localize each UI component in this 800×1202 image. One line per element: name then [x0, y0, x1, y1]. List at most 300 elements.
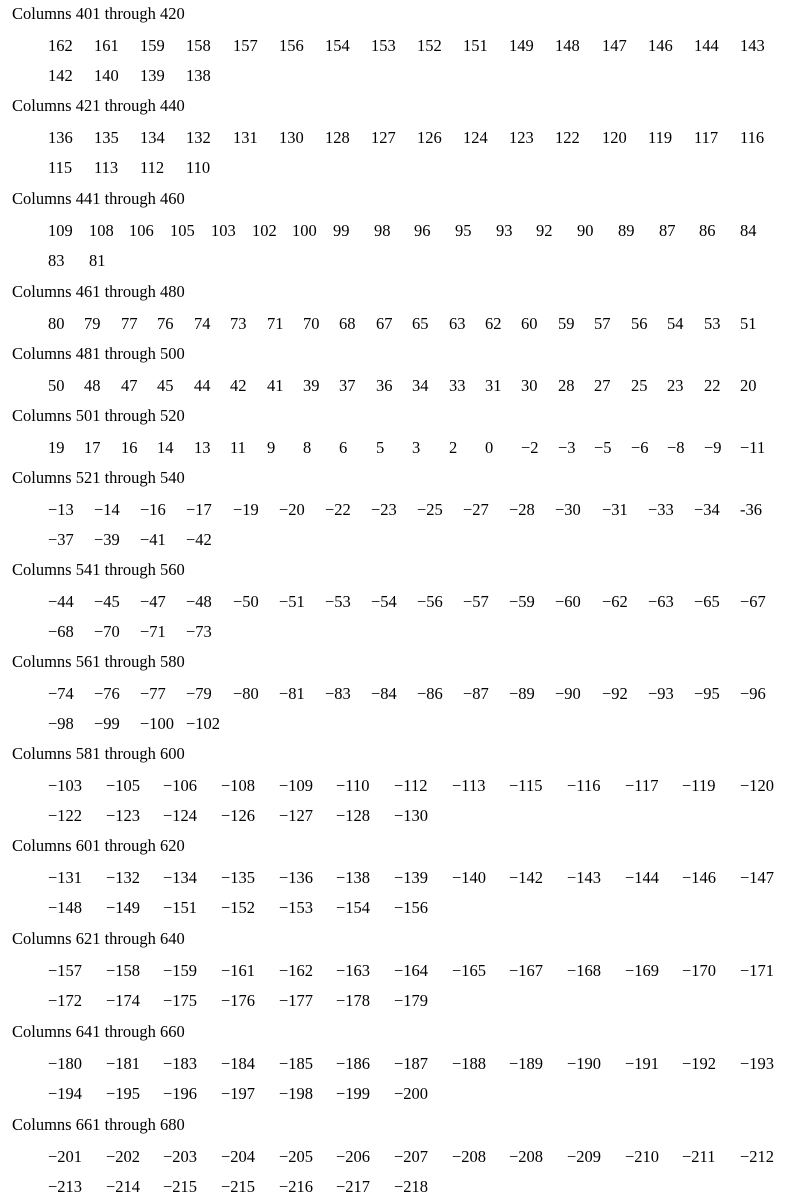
matrix-value: −143 — [567, 868, 602, 887]
matrix-value: −84 — [371, 684, 397, 703]
matrix-value: 16 — [121, 438, 138, 457]
matrix-value: 122 — [555, 128, 580, 147]
values-row — [48, 130, 780, 150]
matrix-value: −135 — [221, 868, 256, 887]
values-row — [48, 1056, 780, 1076]
matrix-value: −126 — [221, 806, 256, 825]
matrix-value: −142 — [509, 868, 544, 887]
matrix-value: −83 — [325, 684, 351, 703]
matrix-value: 79 — [84, 314, 101, 333]
matrix-value: 6 — [339, 438, 348, 457]
matrix-value: −177 — [279, 991, 314, 1010]
matrix-value: −17 — [186, 500, 212, 519]
matrix-value: 144 — [694, 36, 719, 55]
matrix-value: 96 — [414, 221, 431, 240]
matrix-value: −110 — [336, 776, 370, 795]
matrix-value: 34 — [412, 376, 429, 395]
matrix-value: −6 — [631, 438, 649, 457]
matrix-value: −196 — [163, 1084, 198, 1103]
values-row — [48, 1086, 780, 1106]
matrix-value: −136 — [279, 868, 314, 887]
matrix-value: 148 — [555, 36, 580, 55]
matrix-value: 95 — [455, 221, 472, 240]
matrix-value: −179 — [394, 991, 429, 1010]
matrix-value: −100 — [140, 714, 175, 733]
matrix-value: 117 — [694, 128, 719, 147]
matrix-value: −93 — [648, 684, 674, 703]
columns-heading: Columns 581 through 600 — [12, 744, 185, 763]
matrix-value: 131 — [233, 128, 258, 147]
matrix-value: −68 — [48, 622, 74, 641]
matrix-value: 74 — [194, 314, 211, 333]
matrix-value: 162 — [48, 36, 73, 55]
matrix-value: 108 — [89, 221, 114, 240]
matrix-value: 31 — [485, 376, 502, 395]
matrix-value: −79 — [186, 684, 212, 703]
matrix-value: −112 — [394, 776, 428, 795]
columns-heading: Columns 421 through 440 — [12, 96, 185, 115]
columns-heading: Columns 661 through 680 — [12, 1115, 185, 1134]
matrix-value: −183 — [163, 1054, 198, 1073]
matrix-value: 8 — [303, 438, 312, 457]
matrix-value: −208 — [509, 1147, 544, 1166]
matrix-value: 143 — [740, 36, 765, 55]
matrix-value: −33 — [648, 500, 674, 519]
matrix-value: −115 — [509, 776, 543, 795]
matrix-value: −192 — [682, 1054, 717, 1073]
matrix-value: 63 — [449, 314, 466, 333]
matrix-value: −132 — [106, 868, 141, 887]
matrix-value: 89 — [618, 221, 635, 240]
matrix-value: 44 — [194, 376, 211, 395]
matrix-value: −189 — [509, 1054, 544, 1073]
matrix-value: −8 — [667, 438, 685, 457]
matrix-value: −168 — [567, 961, 602, 980]
matrix-value: 135 — [94, 128, 119, 147]
matrix-value: −67 — [740, 592, 766, 611]
matrix-value: 30 — [521, 376, 538, 395]
matrix-value: 65 — [412, 314, 429, 333]
matrix-value: 154 — [325, 36, 350, 55]
matrix-value: −215 — [163, 1177, 198, 1196]
matrix-value: 45 — [157, 376, 174, 395]
matrix-value: −44 — [48, 592, 74, 611]
matrix-value: 152 — [417, 36, 442, 55]
matrix-value: 81 — [89, 251, 106, 270]
matrix-value: −39 — [94, 530, 120, 549]
matrix-value: −3 — [558, 438, 576, 457]
matrix-value: −34 — [694, 500, 720, 519]
matrix-value: −16 — [140, 500, 166, 519]
matrix-value: 0 — [485, 438, 494, 457]
matrix-value: 53 — [704, 314, 721, 333]
matrix-value: 20 — [740, 376, 757, 395]
matrix-value: 3 — [412, 438, 421, 457]
matrix-value: −218 — [394, 1177, 429, 1196]
matrix-value: 134 — [140, 128, 165, 147]
matrix-value: 102 — [252, 221, 277, 240]
matrix-value: −154 — [336, 898, 371, 917]
matrix-value: −23 — [371, 500, 397, 519]
matrix-value: 106 — [129, 221, 154, 240]
matrix-value: 23 — [667, 376, 684, 395]
matrix-value: −203 — [163, 1147, 198, 1166]
matrix-value: 19 — [48, 438, 65, 457]
matrix-value: −169 — [625, 961, 660, 980]
matrix-value: 120 — [602, 128, 627, 147]
matrix-value: −127 — [279, 806, 314, 825]
matrix-value: −139 — [394, 868, 429, 887]
matrix-value: −184 — [221, 1054, 256, 1073]
values-row — [48, 223, 780, 243]
values-row — [48, 378, 780, 398]
matrix-value: −31 — [602, 500, 628, 519]
values-row — [48, 440, 780, 460]
matrix-value: 14 — [157, 438, 174, 457]
matrix-value: 146 — [648, 36, 673, 55]
values-row — [48, 963, 780, 983]
matrix-value: −76 — [94, 684, 120, 703]
matrix-value: 33 — [449, 376, 466, 395]
matrix-value: −151 — [163, 898, 198, 917]
matrix-value: −109 — [279, 776, 314, 795]
matrix-value: 130 — [279, 128, 304, 147]
matrix-value: −180 — [48, 1054, 83, 1073]
matrix-value: −92 — [602, 684, 628, 703]
matrix-value: 159 — [140, 36, 165, 55]
matrix-value: −194 — [48, 1084, 83, 1103]
columns-heading: Columns 501 through 520 — [12, 406, 185, 425]
columns-heading: Columns 481 through 500 — [12, 344, 185, 363]
matrix-value: 84 — [740, 221, 757, 240]
matrix-value: 83 — [48, 251, 65, 270]
matrix-value: −204 — [221, 1147, 256, 1166]
matrix-value: −51 — [279, 592, 305, 611]
matrix-value: −201 — [48, 1147, 83, 1166]
matrix-value: −190 — [567, 1054, 602, 1073]
matrix-value: 77 — [121, 314, 138, 333]
matrix-value: 86 — [699, 221, 716, 240]
matrix-value: 127 — [371, 128, 396, 147]
matrix-value: −30 — [555, 500, 581, 519]
matrix-value: −175 — [163, 991, 198, 1010]
values-row — [48, 253, 780, 273]
matrix-value: −59 — [509, 592, 535, 611]
matrix-value: −140 — [452, 868, 487, 887]
matrix-value: 71 — [267, 314, 284, 333]
matrix-value: 132 — [186, 128, 211, 147]
matrix-value: −207 — [394, 1147, 429, 1166]
matrix-value: 119 — [648, 128, 673, 147]
matrix-value: 11 — [230, 438, 246, 457]
matrix-value: 54 — [667, 314, 684, 333]
matrix-value: −90 — [555, 684, 581, 703]
matrix-value: 90 — [577, 221, 594, 240]
matrix-value: −25 — [417, 500, 443, 519]
matrix-value: −105 — [106, 776, 141, 795]
values-row — [48, 716, 780, 736]
matrix-value: 87 — [659, 221, 676, 240]
matrix-value: −62 — [602, 592, 628, 611]
matrix-value: −208 — [452, 1147, 487, 1166]
matrix-value: −153 — [279, 898, 314, 917]
matrix-value: −159 — [163, 961, 198, 980]
matrix-value: 161 — [94, 36, 119, 55]
matrix-value: −50 — [233, 592, 259, 611]
matrix-value: −81 — [279, 684, 305, 703]
matrix-value: −128 — [336, 806, 371, 825]
matrix-value: 139 — [140, 66, 165, 85]
matrix-value: −138 — [336, 868, 371, 887]
matrix-value: −70 — [94, 622, 120, 641]
columns-heading: Columns 641 through 660 — [12, 1022, 185, 1041]
matrix-value: −123 — [106, 806, 141, 825]
values-row — [48, 1149, 780, 1169]
matrix-value: −13 — [48, 500, 74, 519]
matrix-value: 80 — [48, 314, 65, 333]
values-row — [48, 870, 780, 890]
matrix-value: −11 — [740, 438, 766, 457]
matrix-value: 28 — [558, 376, 575, 395]
matrix-value: −74 — [48, 684, 74, 703]
matrix-value: −144 — [625, 868, 660, 887]
matrix-value: 126 — [417, 128, 442, 147]
matrix-value: −73 — [186, 622, 212, 641]
matrix-value: −195 — [106, 1084, 141, 1103]
matrix-value: −167 — [509, 961, 544, 980]
matrix-value: −214 — [106, 1177, 141, 1196]
matrix-value: −170 — [682, 961, 717, 980]
matrix-value: 62 — [485, 314, 502, 333]
matrix-value: −28 — [509, 500, 535, 519]
matrix-value: 39 — [303, 376, 320, 395]
matrix-value: 136 — [48, 128, 73, 147]
matrix-value: 93 — [496, 221, 513, 240]
matrix-value: −202 — [106, 1147, 141, 1166]
matrix-value: 149 — [509, 36, 534, 55]
values-row — [48, 993, 780, 1013]
matrix-value: 103 — [211, 221, 236, 240]
values-row — [48, 686, 780, 706]
matrix-value: 128 — [325, 128, 350, 147]
matrix-value: −60 — [555, 592, 581, 611]
matrix-value: −45 — [94, 592, 120, 611]
matrix-value: −54 — [371, 592, 397, 611]
matrix-value: 50 — [48, 376, 65, 395]
matrix-value: −116 — [567, 776, 601, 795]
matrix-value: 42 — [230, 376, 247, 395]
matrix-value: −122 — [48, 806, 83, 825]
matrix-value: −199 — [336, 1084, 371, 1103]
matrix-value: −205 — [279, 1147, 314, 1166]
matrix-value: −77 — [140, 684, 166, 703]
matrix-value: −164 — [394, 961, 429, 980]
matrix-value: 25 — [631, 376, 648, 395]
matrix-value: −163 — [336, 961, 371, 980]
matrix-value: −215 — [221, 1177, 256, 1196]
matrix-value: 27 — [594, 376, 611, 395]
matrix-value: −37 — [48, 530, 74, 549]
values-row — [48, 316, 780, 336]
matrix-value: 110 — [186, 158, 211, 177]
matrix-value: −95 — [694, 684, 720, 703]
matrix-value: −89 — [509, 684, 535, 703]
columns-heading: Columns 621 through 640 — [12, 929, 185, 948]
matrix-value: 138 — [186, 66, 211, 85]
matrix-value: 13 — [194, 438, 211, 457]
matrix-value: −162 — [279, 961, 314, 980]
matrix-value: 98 — [374, 221, 391, 240]
matrix-value: −176 — [221, 991, 256, 1010]
matrix-value: 147 — [602, 36, 627, 55]
matrix-value: 41 — [267, 376, 284, 395]
matrix-value: −5 — [594, 438, 612, 457]
matrix-value: −42 — [186, 530, 212, 549]
matrix-value: −200 — [394, 1084, 429, 1103]
values-row — [48, 68, 780, 88]
matrix-value: 158 — [186, 36, 211, 55]
matrix-value: −71 — [140, 622, 166, 641]
matrix-value: 124 — [463, 128, 488, 147]
matrix-value: −119 — [682, 776, 716, 795]
matrix-value: −178 — [336, 991, 371, 1010]
matrix-value: −209 — [567, 1147, 602, 1166]
matrix-value: −96 — [740, 684, 766, 703]
matrix-value: 109 — [48, 221, 73, 240]
matrix-value: 76 — [157, 314, 174, 333]
matrix-value: 51 — [740, 314, 757, 333]
matrix-value: −161 — [221, 961, 256, 980]
values-row — [48, 808, 780, 828]
columns-heading: Columns 401 through 420 — [12, 4, 185, 23]
matrix-value: −19 — [233, 500, 259, 519]
matrix-value: 70 — [303, 314, 320, 333]
matrix-value: −210 — [625, 1147, 660, 1166]
matrix-value: −147 — [740, 868, 775, 887]
matrix-value: −47 — [140, 592, 166, 611]
matrix-value: 60 — [521, 314, 538, 333]
matrix-value: −113 — [452, 776, 486, 795]
matrix-value: 115 — [48, 158, 73, 177]
matrix-value: 113 — [94, 158, 119, 177]
matrix-value: −185 — [279, 1054, 314, 1073]
matrix-value: −9 — [704, 438, 722, 457]
matrix-value: −165 — [452, 961, 487, 980]
matrix-value: −213 — [48, 1177, 83, 1196]
matrix-value: −124 — [163, 806, 198, 825]
matrix-value: −63 — [648, 592, 674, 611]
values-row — [48, 594, 780, 614]
matrix-value: 112 — [140, 158, 165, 177]
matrix-value: −87 — [463, 684, 489, 703]
matrix-value: −106 — [163, 776, 198, 795]
matrix-value: −172 — [48, 991, 83, 1010]
matrix-value: −86 — [417, 684, 443, 703]
matrix-value: −181 — [106, 1054, 141, 1073]
matrix-value: −14 — [94, 500, 120, 519]
matrix-value: −193 — [740, 1054, 775, 1073]
matrix-value: −217 — [336, 1177, 371, 1196]
matrix-value: −197 — [221, 1084, 256, 1103]
matrix-value: 48 — [84, 376, 101, 395]
matrix-value: −108 — [221, 776, 256, 795]
matrix-value: 157 — [233, 36, 258, 55]
matrix-value: −22 — [325, 500, 351, 519]
matrix-value: 105 — [170, 221, 195, 240]
matrix-value: 123 — [509, 128, 534, 147]
columns-heading: Columns 521 through 540 — [12, 468, 185, 487]
matrix-value: −156 — [394, 898, 429, 917]
values-row — [48, 532, 780, 552]
matrix-value: 153 — [371, 36, 396, 55]
matrix-value: −134 — [163, 868, 198, 887]
matrix-value: −186 — [336, 1054, 371, 1073]
matrix-value: 142 — [48, 66, 73, 85]
matrix-value: 37 — [339, 376, 356, 395]
matrix-value: 100 — [292, 221, 317, 240]
matrix-value: 56 — [631, 314, 648, 333]
columns-heading: Columns 561 through 580 — [12, 652, 185, 671]
matrix-value: −99 — [94, 714, 120, 733]
values-row — [48, 160, 780, 180]
values-row — [48, 1179, 780, 1199]
columns-heading: Columns 441 through 460 — [12, 189, 185, 208]
columns-heading: Columns 601 through 620 — [12, 836, 185, 855]
matrix-value: −98 — [48, 714, 74, 733]
matrix-value: −103 — [48, 776, 83, 795]
matrix-value: −212 — [740, 1147, 775, 1166]
matrix-value: 9 — [267, 438, 276, 457]
matrix-value: 92 — [536, 221, 553, 240]
matrix-value: −57 — [463, 592, 489, 611]
values-row — [48, 502, 780, 522]
matrix-value: 73 — [230, 314, 247, 333]
matrix-value: −187 — [394, 1054, 429, 1073]
matrix-value: 59 — [558, 314, 575, 333]
matrix-value: −56 — [417, 592, 443, 611]
matrix-value: 151 — [463, 36, 488, 55]
columns-heading: Columns 461 through 480 — [12, 282, 185, 301]
values-row — [48, 900, 780, 920]
matrix-value: −157 — [48, 961, 83, 980]
matrix-value: −174 — [106, 991, 141, 1010]
matrix-value: −148 — [48, 898, 83, 917]
matrix-value: −27 — [463, 500, 489, 519]
matrix-value: 36 — [376, 376, 393, 395]
matrix-value: −158 — [106, 961, 141, 980]
matrix-value: −117 — [625, 776, 659, 795]
matrix-value: −198 — [279, 1084, 314, 1103]
matrix-value: 57 — [594, 314, 611, 333]
matrix-value: 47 — [121, 376, 138, 395]
matrix-value: −149 — [106, 898, 141, 917]
matrix-value: -36 — [740, 500, 762, 519]
values-row — [48, 778, 780, 798]
columns-heading: Columns 541 through 560 — [12, 560, 185, 579]
matrix-value: −102 — [186, 714, 221, 733]
matrix-value: −152 — [221, 898, 256, 917]
matrix-value: 68 — [339, 314, 356, 333]
values-row — [48, 624, 780, 644]
matrix-value: −2 — [521, 438, 539, 457]
matrix-value: 2 — [449, 438, 458, 457]
matrix-value: −211 — [682, 1147, 716, 1166]
values-row — [48, 38, 780, 58]
matrix-value: −216 — [279, 1177, 314, 1196]
matrix-value: 67 — [376, 314, 393, 333]
matrix-value: 116 — [740, 128, 765, 147]
matrix-value: 156 — [279, 36, 304, 55]
